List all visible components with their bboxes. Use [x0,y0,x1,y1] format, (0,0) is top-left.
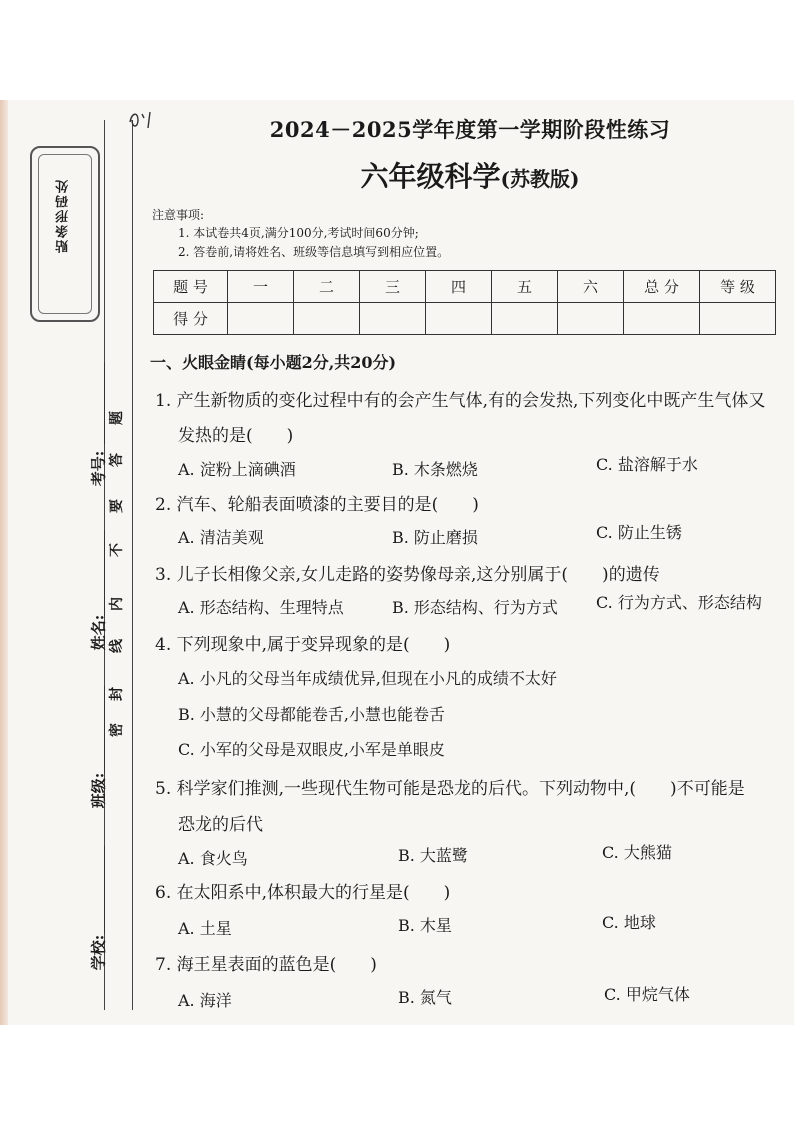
answer-option[interactable]: B. 氮气 [398,988,452,1007]
score-row-label: 得 分 [154,303,228,335]
name-label: 姓名: [89,614,108,651]
school-label: 学校: [89,934,108,971]
seal-warning-char: 题 [109,411,125,425]
paper-edge [0,100,8,1025]
answer-option[interactable]: C. 防止生锈 [596,523,682,542]
exam-main-title [150,155,790,195]
score-cell[interactable] [700,303,776,335]
score-cell[interactable] [426,303,492,335]
edition-label: (苏教版) [500,167,580,191]
score-cell[interactable] [360,303,426,335]
seal-warning-char: 要 [109,499,125,513]
answer-option[interactable]: A. 清洁美观 [178,528,264,547]
question-text: 4. 下列现象中,属于变异现象的是( ) [155,635,451,655]
answer-option[interactable]: B. 木条燃烧 [392,460,478,479]
question-text: 发热的是( ) [178,426,294,446]
score-cell[interactable] [558,303,624,335]
binding-line-inner [132,120,133,1010]
answer-option[interactable]: B. 形态结构、行为方式 [392,598,558,617]
answer-option[interactable]: A. 形态结构、生理特点 [178,598,344,617]
score-header-cell: 六 [558,271,624,303]
notice-heading: 注意事项: [152,208,205,222]
exam-number-blank[interactable] [104,362,105,444]
question-text: 7. 海王星表面的蓝色是( ) [155,955,377,975]
seal-warning-char: 密 [109,723,125,737]
seal-warning-char: 封 [109,687,125,701]
question-text: 1. 产生新物质的变化过程中有的会产生气体,有的会发热,下列变化中既产生气体又 [155,391,766,411]
barcode-label: 贴条形码处 [56,178,71,253]
answer-option[interactable]: C. 大熊猫 [602,843,672,862]
score-cell[interactable] [492,303,558,335]
score-header-cell: 等 级 [700,271,776,303]
score-header-cell: 一 [228,271,294,303]
score-header-cell: 二 [294,271,360,303]
answer-option[interactable]: C. 小军的父母是双眼皮,小军是单眼皮 [178,740,445,759]
answer-option[interactable]: C. 甲烷气体 [604,985,690,1004]
score-header-cell: 三 [360,271,426,303]
score-table [153,270,776,335]
score-header-row [154,271,776,303]
score-cell[interactable] [294,303,360,335]
answer-option[interactable]: B. 防止磨损 [392,528,478,547]
score-value-row [154,303,776,335]
section-title: 一、火眼金睛(每小题2分,共20分) [150,353,397,372]
score-cell[interactable] [624,303,700,335]
question-text: 5. 科学家们推测,一些现代生物可能是恐龙的后代。下列动物中,( )不可能是 [155,779,745,799]
answer-option[interactable]: A. 海洋 [178,991,232,1010]
answer-option[interactable]: A. 淀粉上滴碘酒 [178,460,296,479]
score-header-cell: 四 [426,271,492,303]
exam-number-label: 考号: [89,450,108,487]
school-blank[interactable] [104,846,105,934]
barcode-area [30,146,100,322]
seal-warning-char: 内 [109,597,125,611]
answer-option[interactable]: A. 土星 [178,919,232,938]
subject-title: 六年级科学 [360,160,501,193]
score-header-cell: 题 号 [154,271,228,303]
score-header-cell: 五 [492,271,558,303]
seal-warning-char: 答 [109,453,125,467]
exam-header-title: 2024－2025学年度第一学期阶段性练习 [269,117,671,142]
answer-option[interactable]: A. 食火鸟 [178,849,248,868]
answer-option[interactable]: B. 小慧的父母都能卷舌,小慧也能卷舌 [178,705,446,724]
score-header-cell: 总 分 [624,271,700,303]
name-blank[interactable] [104,530,105,616]
question-text: 3. 儿子长相像父亲,女儿走路的姿势像母亲,这分别属于( )的遗传 [155,565,660,585]
question-text: 6. 在太阳系中,体积最大的行星是( ) [155,883,451,903]
question-text: 恐龙的后代 [178,815,263,835]
answer-option[interactable]: C. 行为方式、形态结构 [596,593,762,612]
answer-option[interactable]: B. 木星 [398,916,452,935]
score-cell[interactable] [228,303,294,335]
answer-option[interactable]: B. 大蓝鹭 [398,846,468,865]
answer-option[interactable]: C. 地球 [602,913,656,932]
notice-item: 1. 本试卷共4页,满分100分,考试时间60分钟; [178,226,419,240]
class-blank[interactable] [104,686,105,774]
answer-option[interactable]: C. 盐溶解于水 [596,455,698,474]
class-label: 班级: [89,772,108,809]
question-text: 2. 汽车、轮船表面喷漆的主要目的是( ) [155,495,479,515]
notice-item: 2. 答卷前,请将姓名、班级等信息填写到相应位置。 [178,245,450,259]
seal-warning-char: 不 [109,543,125,557]
seal-warning-char: 线 [109,639,125,653]
answer-option[interactable]: A. 小凡的父母当年成绩优异,但现在小凡的成绩不太好 [178,669,557,688]
